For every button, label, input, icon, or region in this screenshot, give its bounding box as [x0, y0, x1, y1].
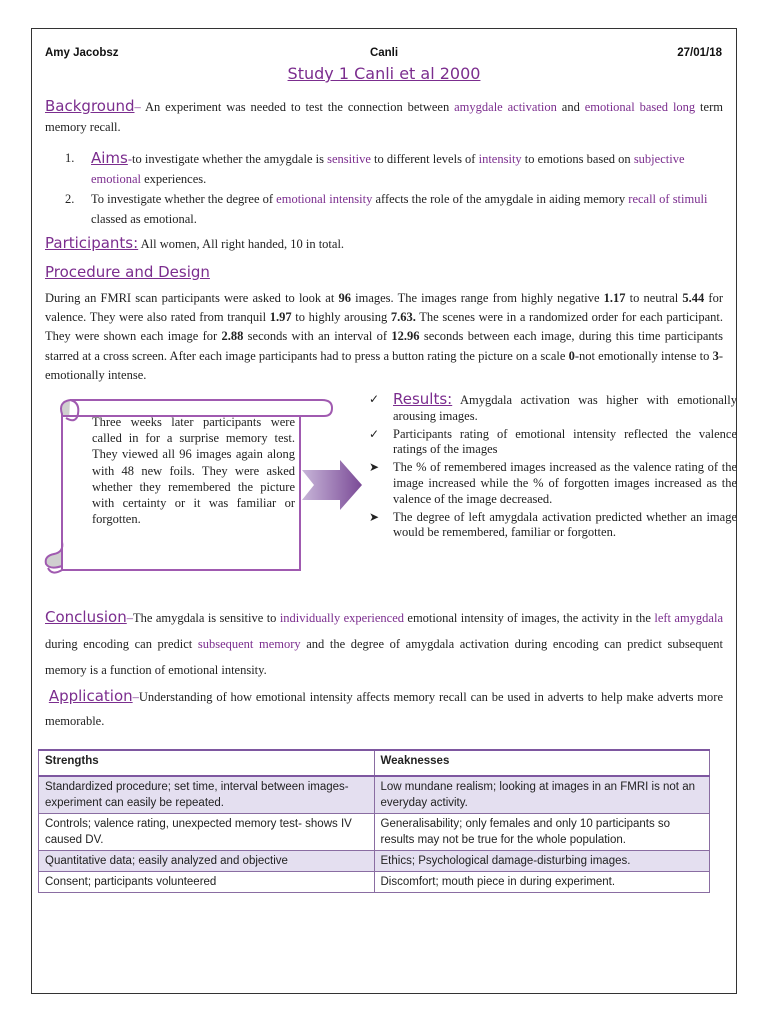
- table-header-row: [39, 750, 710, 776]
- table-row: [39, 776, 710, 814]
- conclusion-highlight: left amygdala: [654, 611, 723, 625]
- procedure-value: 3: [712, 348, 719, 363]
- procedure-value: 0: [568, 348, 575, 363]
- background-text-3: term memory recall.: [45, 100, 723, 134]
- table-row: [39, 814, 710, 851]
- result-item-4: [365, 510, 737, 542]
- weakness-cell: Ethics; Psychological damage-disturbing images.: [374, 851, 710, 872]
- check-icon: ✓: [369, 392, 380, 406]
- result-item-2: [365, 427, 737, 459]
- application-dash: –: [132, 690, 139, 704]
- procedure-text: to highly arousing: [291, 310, 391, 325]
- procedure-text: to neutral: [625, 291, 683, 305]
- conclusion-highlight: individually experienced: [279, 611, 405, 625]
- background-highlight-1: amygdale activation: [454, 100, 557, 114]
- strengths-weaknesses-table: [38, 749, 710, 893]
- procedure-text: for valence. They were also rated from tranquil: [45, 291, 724, 325]
- background-text-2: and: [556, 100, 585, 114]
- weakness-cell: Generalisability; only females and only 10 participants so results may not be true for the whole population.: [374, 814, 710, 851]
- background-highlight-2: emotional based long: [584, 100, 696, 114]
- scroll-text: Three weeks later participants were called in for a surprise memory test. They viewed all 96 images again along with 48 new foils. They were asked whether they remembered the picture with certainty or it was familiar or forgotten.: [92, 415, 295, 527]
- application-section: [45, 684, 723, 733]
- strength-cell: Controls; valence rating, unexpected memory test- shows IV caused DV.: [39, 814, 375, 851]
- procedure-text: images. The images range from highly negative: [350, 291, 604, 305]
- date-label: 27/01/18: [677, 47, 722, 59]
- right-arrow-icon: [300, 460, 364, 514]
- procedure-value: 7.63.: [390, 310, 416, 325]
- procedure-heading-row: [45, 262, 723, 283]
- aim1-text-2: to different levels of: [370, 152, 479, 166]
- aim1-highlight-1: sensitive: [327, 152, 371, 166]
- participants-heading: Participants:: [45, 234, 139, 252]
- procedure-value: 2.88: [221, 329, 244, 344]
- weaknesses-header: Weaknesses: [374, 750, 710, 776]
- participants-section: [45, 233, 723, 254]
- procedure-text: The scenes were in a randomized order for each participant. They were shown each image for: [45, 310, 723, 344]
- aim1-highlight-2: intensity: [478, 152, 522, 166]
- result-text-4: The degree of left amygdala activation predicted whether an image would be remembered, familiar or forgotten.: [393, 509, 737, 540]
- application-text: Understanding of how emotional intensity affects memory recall can be used in adverts to help make adverts more memorable.: [45, 690, 723, 728]
- page-title: Study 1 Canli et al 2000: [287, 64, 481, 83]
- table-row: [39, 851, 710, 872]
- aims-number-1: 1.: [65, 151, 75, 165]
- conclusion-heading: Conclusion: [45, 608, 127, 626]
- aim2-highlight-1: emotional intensity: [276, 192, 373, 206]
- weakness-cell: Low mundane realism; looking at images in an FMRI is not an everyday activity.: [374, 776, 710, 814]
- aims-heading: Aims: [91, 149, 128, 167]
- result-item-1: [365, 392, 737, 425]
- participants-text: All women, All right handed, 10 in total.: [138, 237, 345, 251]
- procedure-value: 5.44: [682, 291, 705, 305]
- table-row: [39, 872, 710, 893]
- background-text-1: An experiment was needed to test the connection between: [140, 100, 455, 114]
- arrowhead-bullet-icon: ➤: [369, 509, 380, 524]
- background-heading: Background: [45, 97, 135, 115]
- results-list: [365, 392, 737, 543]
- author-name: Amy Jacobsz: [45, 47, 119, 59]
- procedure-text: -emotionally intense.: [45, 348, 723, 382]
- aim1-text-4: experiences.: [141, 172, 207, 186]
- aim2-highlight-2: recall of stimuli: [628, 192, 708, 206]
- strength-cell: Consent; participants volunteered: [39, 872, 375, 893]
- procedure-text: seconds between each image, during this time participants starred at a cross screen. After each image participants had to press a button rating the picture on a scale: [45, 329, 724, 363]
- procedure-text: During an FMRI scan participants were asked to look at: [45, 291, 339, 305]
- application-heading: Application: [48, 687, 133, 705]
- result-item-3: [365, 460, 737, 507]
- result-text-3: The % of remembered images increased as the valence rating of the image increased while the % of forgotten images increased as the valence of the image decreased.: [393, 460, 737, 506]
- result-text-1: Amygdala activation was higher with emotionally arousing images.: [393, 393, 737, 423]
- procedure-text: -not emotionally intense to: [574, 348, 713, 363]
- conclusion-text: emotional intensity of images, the activity in the: [404, 611, 655, 625]
- arrowhead-bullet-icon: ➤: [369, 460, 380, 475]
- procedure-value: 12.96: [391, 329, 420, 344]
- conclusion-dash: –: [126, 611, 133, 625]
- aims-item-2: [65, 189, 725, 229]
- conclusion-text: during encoding can predict: [45, 637, 198, 651]
- background-section: [45, 96, 723, 137]
- aim1-highlight-3: subjective emotional: [91, 152, 685, 186]
- strengths-header: Strengths: [39, 750, 375, 776]
- aims-item-1: [65, 148, 725, 189]
- procedure-text: seconds with an interval of: [243, 329, 392, 344]
- aim1-text-1: to investigate whether the amygdale is: [132, 152, 328, 166]
- procedure-value: 1.17: [603, 291, 626, 305]
- procedure-heading: Procedure and Design: [45, 263, 210, 281]
- aim2-text-3: classed as emotional.: [91, 212, 197, 226]
- conclusion-highlight: subsequent memory: [197, 637, 301, 651]
- check-icon: ✓: [369, 426, 380, 441]
- aims-number-2: 2.: [65, 192, 75, 206]
- conclusion-section: [45, 604, 723, 683]
- strength-cell: Standardized procedure; set time, interval between images- experiment can easily be repeated.: [39, 776, 375, 814]
- aim1-text-3: to emotions based on: [521, 152, 634, 166]
- conclusion-text: The amygdala is sensitive to: [133, 611, 280, 625]
- procedure-value: 96: [338, 291, 351, 305]
- results-heading: Results:: [393, 390, 453, 408]
- result-text-2: Participants rating of emotional intensity reflected the valence ratings of the images: [393, 426, 737, 457]
- aim2-text-2: affects the role of the amygdale in aiding memory: [372, 192, 629, 206]
- aims-dash: -: [127, 152, 133, 166]
- scroll-note: [42, 392, 334, 578]
- topic-label: Canli: [369, 47, 399, 59]
- conclusion-text: and the degree of amygdala activation during encoding can predict subsequent memory is a function of emotional intensity.: [45, 637, 724, 677]
- weakness-cell: Discomfort; mouth piece in during experiment.: [374, 872, 710, 893]
- strength-cell: Quantitative data; easily analyzed and objective: [39, 851, 375, 872]
- procedure-paragraph: [45, 289, 723, 385]
- procedure-value: 1.97: [269, 310, 292, 325]
- background-dash: –: [134, 100, 141, 114]
- aim2-text-1: To investigate whether the degree of: [91, 192, 277, 206]
